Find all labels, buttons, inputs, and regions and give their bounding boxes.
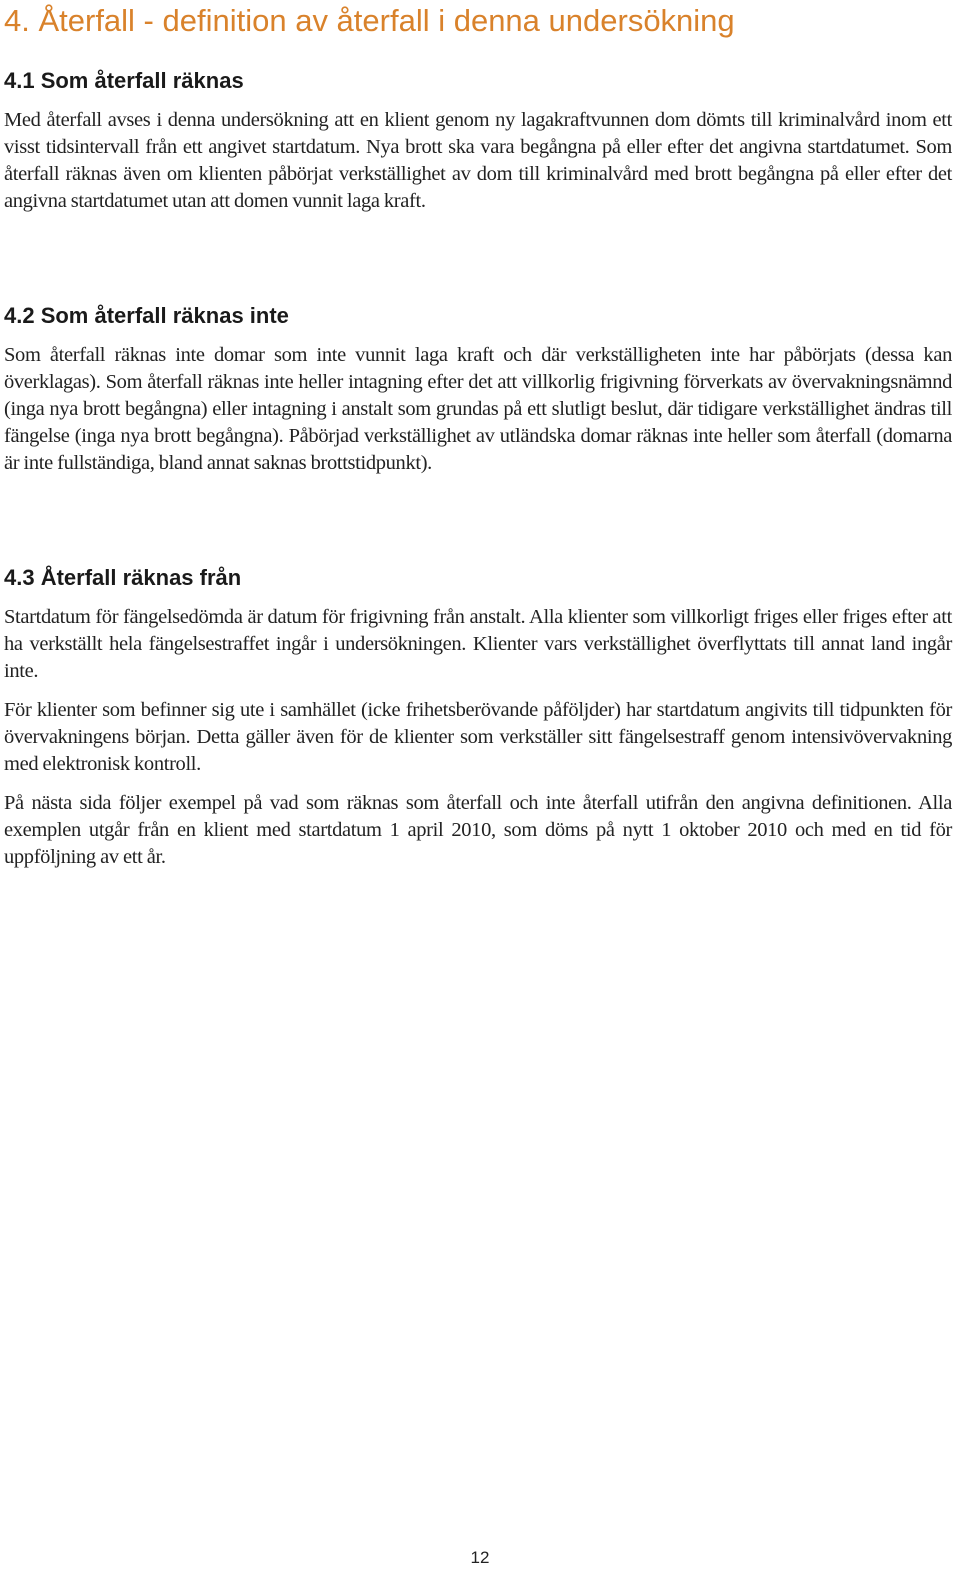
section-4-2 <box>4 302 952 489</box>
section-paragraph: Startdatum för fängelsedömda är datum för frigivning från anstalt. Alla klienter som villkorligt friges eller friges efter att ha verkställt hela fängelsestraffet ingår i undersökningen. Klienter vars verkställighet överflyttats till annat land ingår inte. <box>4 606 952 682</box>
section-heading: 4.1 Som återfall räknas <box>4 68 244 93</box>
section-paragraph: Som återfall räknas inte domar som inte vunnit laga kraft och där verkställigheten inte har påbörjats (dessa kan överklagas). Som återfall räknas inte heller intagning efter det att villkorlig frigivning förverkats av övervakningsnämnd (inga nya brott begångna) eller intagning i anstalt som grundas på ett slutligt beslut, där tidigare verkställighet ändras till fängelse (inga nya brott begångna). Påbörjad verkställighet av utländska domar räknas inte heller som återfall (domarna är inte fullständiga, bland annat saknas brottstidpunkt). <box>4 344 952 474</box>
page-number: 12 <box>470 1548 490 1567</box>
section-heading: 4.2 Som återfall räknas inte <box>4 303 289 328</box>
section-paragraph: På nästa sida följer exempel på vad som räknas som återfall och inte återfall utifrån den angivna definitionen. Alla exemplen utgår från en klient med startdatum 1 april 2010, som döms på nytt 1 oktober 2010 och med en tid för uppföljning av ett år. <box>4 792 952 868</box>
section-4-3 <box>4 564 952 883</box>
section-paragraph: Med återfall avses i denna undersökning att en klient genom ny lagakraftvunnen dom dömts till kriminalvård inom ett visst tidsintervall från ett angivet startdatum. Nya brott ska vara begångna på eller efter det angivna startdatumet. Som återfall räknas även om klienten påbörjat verkställighet av dom till kriminalvård med brott begångna på eller efter det angivna startdatumet utan att domen vunnit laga kraft. <box>4 109 952 212</box>
chapter-title: 4. Återfall - definition av återfall i denna undersökning <box>4 3 735 38</box>
section-4-1 <box>4 67 952 227</box>
section-heading: 4.3 Återfall räknas från <box>4 565 242 590</box>
section-paragraph: För klienter som befinner sig ute i samhället (icke frihetsberövande påföljder) har startdatum angivits till tidpunkten för övervakningens början. Detta gäller även för de klienter som verkställer sitt fängelsestraff genom intensivövervakning med elektronisk kontroll. <box>4 699 952 775</box>
